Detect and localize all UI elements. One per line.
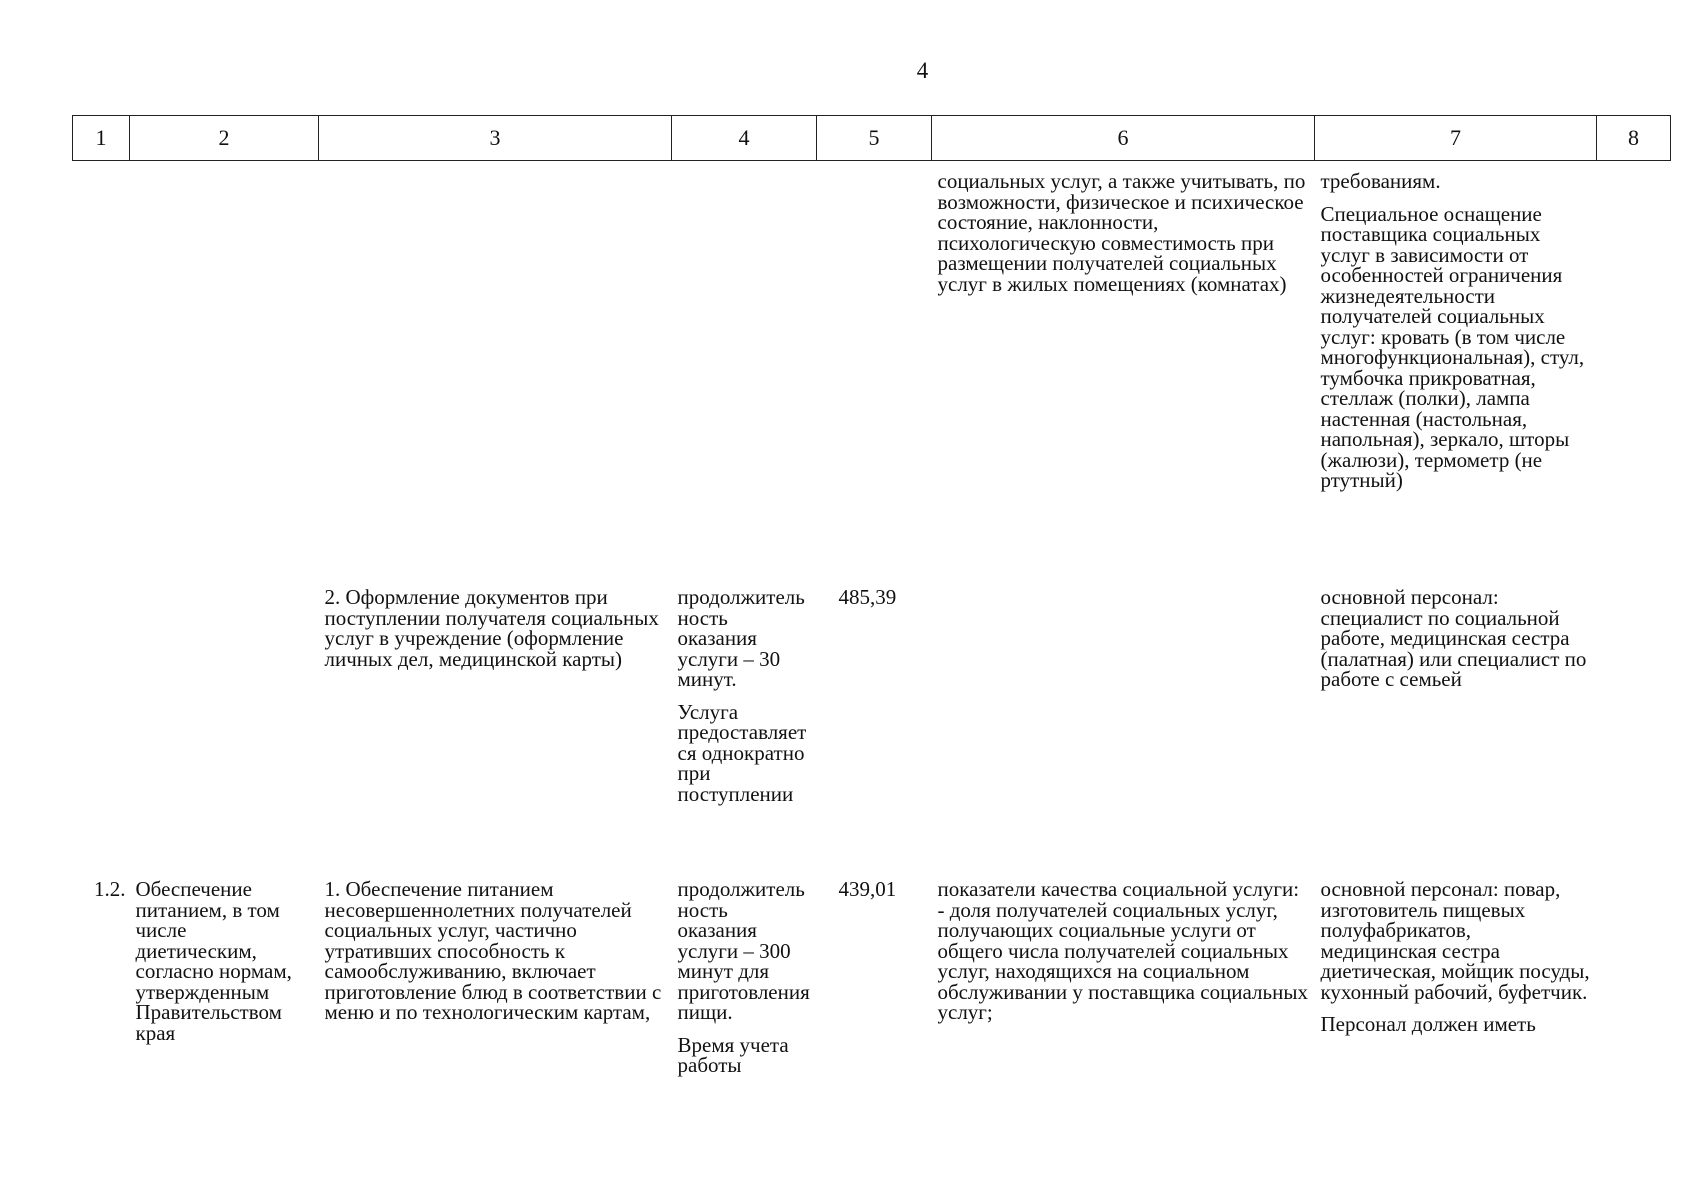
conditions-text: основной персонал: повар, изготовитель пищевых полуфабрикатов, медицинская сестра диетическая, мойщик посуды, кухонный рабочий, буфетчик.	[1320, 877, 1590, 1004]
column-header-2: 2	[130, 116, 319, 161]
cell-number: 1.2.	[94, 877, 126, 901]
cell-number	[73, 571, 130, 867]
table-row	[73, 571, 1671, 867]
column-header-1: 1	[73, 116, 130, 161]
cell-number	[73, 161, 130, 572]
cell-duration	[672, 867, 817, 1076]
duration-text: продолжительность оказания услуги – 30 минут.	[677, 585, 805, 691]
conditions-text: Специальное оснащение поставщика социальных услуг в зависимости от особенностей ограничения жизнедеятельности получателей социальных услуг: кровать (в том числе многофункциональная), стул, тумбочка прикроватная, стеллаж (полки), лампа настенная (настольная, напольная), зеркало, шторы (жалюзи), термометр (не ртутный)	[1320, 201, 1585, 492]
conditions-text: основной персонал: специалист по социальной работе, медицинская сестра (палатная) или специалист по работе с семьей	[1320, 585, 1587, 691]
cell-conditions	[1315, 867, 1597, 1076]
table-row	[73, 161, 1671, 572]
cell-price	[817, 161, 932, 572]
quality-text: социальных услуг, а также учитывать, по возможности, физическое и психическое состояние, наклонности, психологическую совместимость при размещении получателей социальных услуг в жилых помещениях (комнатах)	[937, 169, 1306, 296]
duration-text: Время учета работы	[677, 1032, 789, 1077]
cell-service-name	[130, 571, 319, 867]
cell-conditions	[1315, 161, 1597, 572]
cell-col8	[1597, 867, 1671, 1076]
table-row	[73, 867, 1671, 1076]
cell-col8	[1597, 161, 1671, 572]
quality-text: показатели качества социальной услуги: - доля получателей социальных услуг, получающих социальные услуги от общего числа получателей социальных услуг, находящихся на социальном обслуживании у поставщика социальных услуг;	[937, 877, 1308, 1024]
cell-conditions	[1315, 571, 1597, 867]
duration-text: Услуга предоставляется однократно при поступлении	[677, 699, 807, 806]
column-header-5: 5	[817, 116, 932, 161]
service-name-text: Обеспечение питанием, в том числе диетическим, согласно нормам, утвержденным Правительством края	[135, 877, 292, 1045]
cell-duration	[672, 571, 817, 867]
column-header-6: 6	[932, 116, 1315, 161]
cell-service-name	[130, 867, 319, 1076]
page-number: 4	[916, 58, 929, 83]
cell-service-description	[319, 161, 672, 572]
column-header-8: 8	[1597, 116, 1671, 161]
cell-duration	[672, 161, 817, 572]
column-header-3: 3	[319, 116, 672, 161]
cell-quality-indicators	[932, 161, 1315, 572]
services-table	[72, 115, 1671, 1076]
cell-price: 439,01	[838, 877, 897, 901]
conditions-text: Персонал должен иметь	[1320, 1012, 1536, 1036]
column-header-4: 4	[672, 116, 817, 161]
description-text: 1. Обеспечение питанием несовершеннолетних получателей социальных услуг, частично утративших способность к самообслуживанию, включает приготовление блюд в соответствии с меню и по технологическим картам,	[324, 877, 662, 1024]
column-header-7: 7	[1315, 116, 1597, 161]
description-text: 2. Оформление документов при поступлении получателя социальных услуг в учреждение (оформление личных дел, медицинской карты)	[324, 585, 659, 671]
cell-quality-indicators	[932, 571, 1315, 867]
header-row	[73, 116, 1671, 161]
cell-service-description	[319, 867, 672, 1076]
cell-service-name	[130, 161, 319, 572]
cell-col8	[1597, 571, 1671, 867]
cell-quality-indicators	[932, 867, 1315, 1076]
conditions-text: требованиям.	[1320, 169, 1441, 193]
cell-price: 485,39	[838, 585, 897, 609]
cell-service-description	[319, 571, 672, 867]
duration-text: продолжительность оказания услуги – 300 минут для приготовления пищи.	[677, 877, 810, 1024]
